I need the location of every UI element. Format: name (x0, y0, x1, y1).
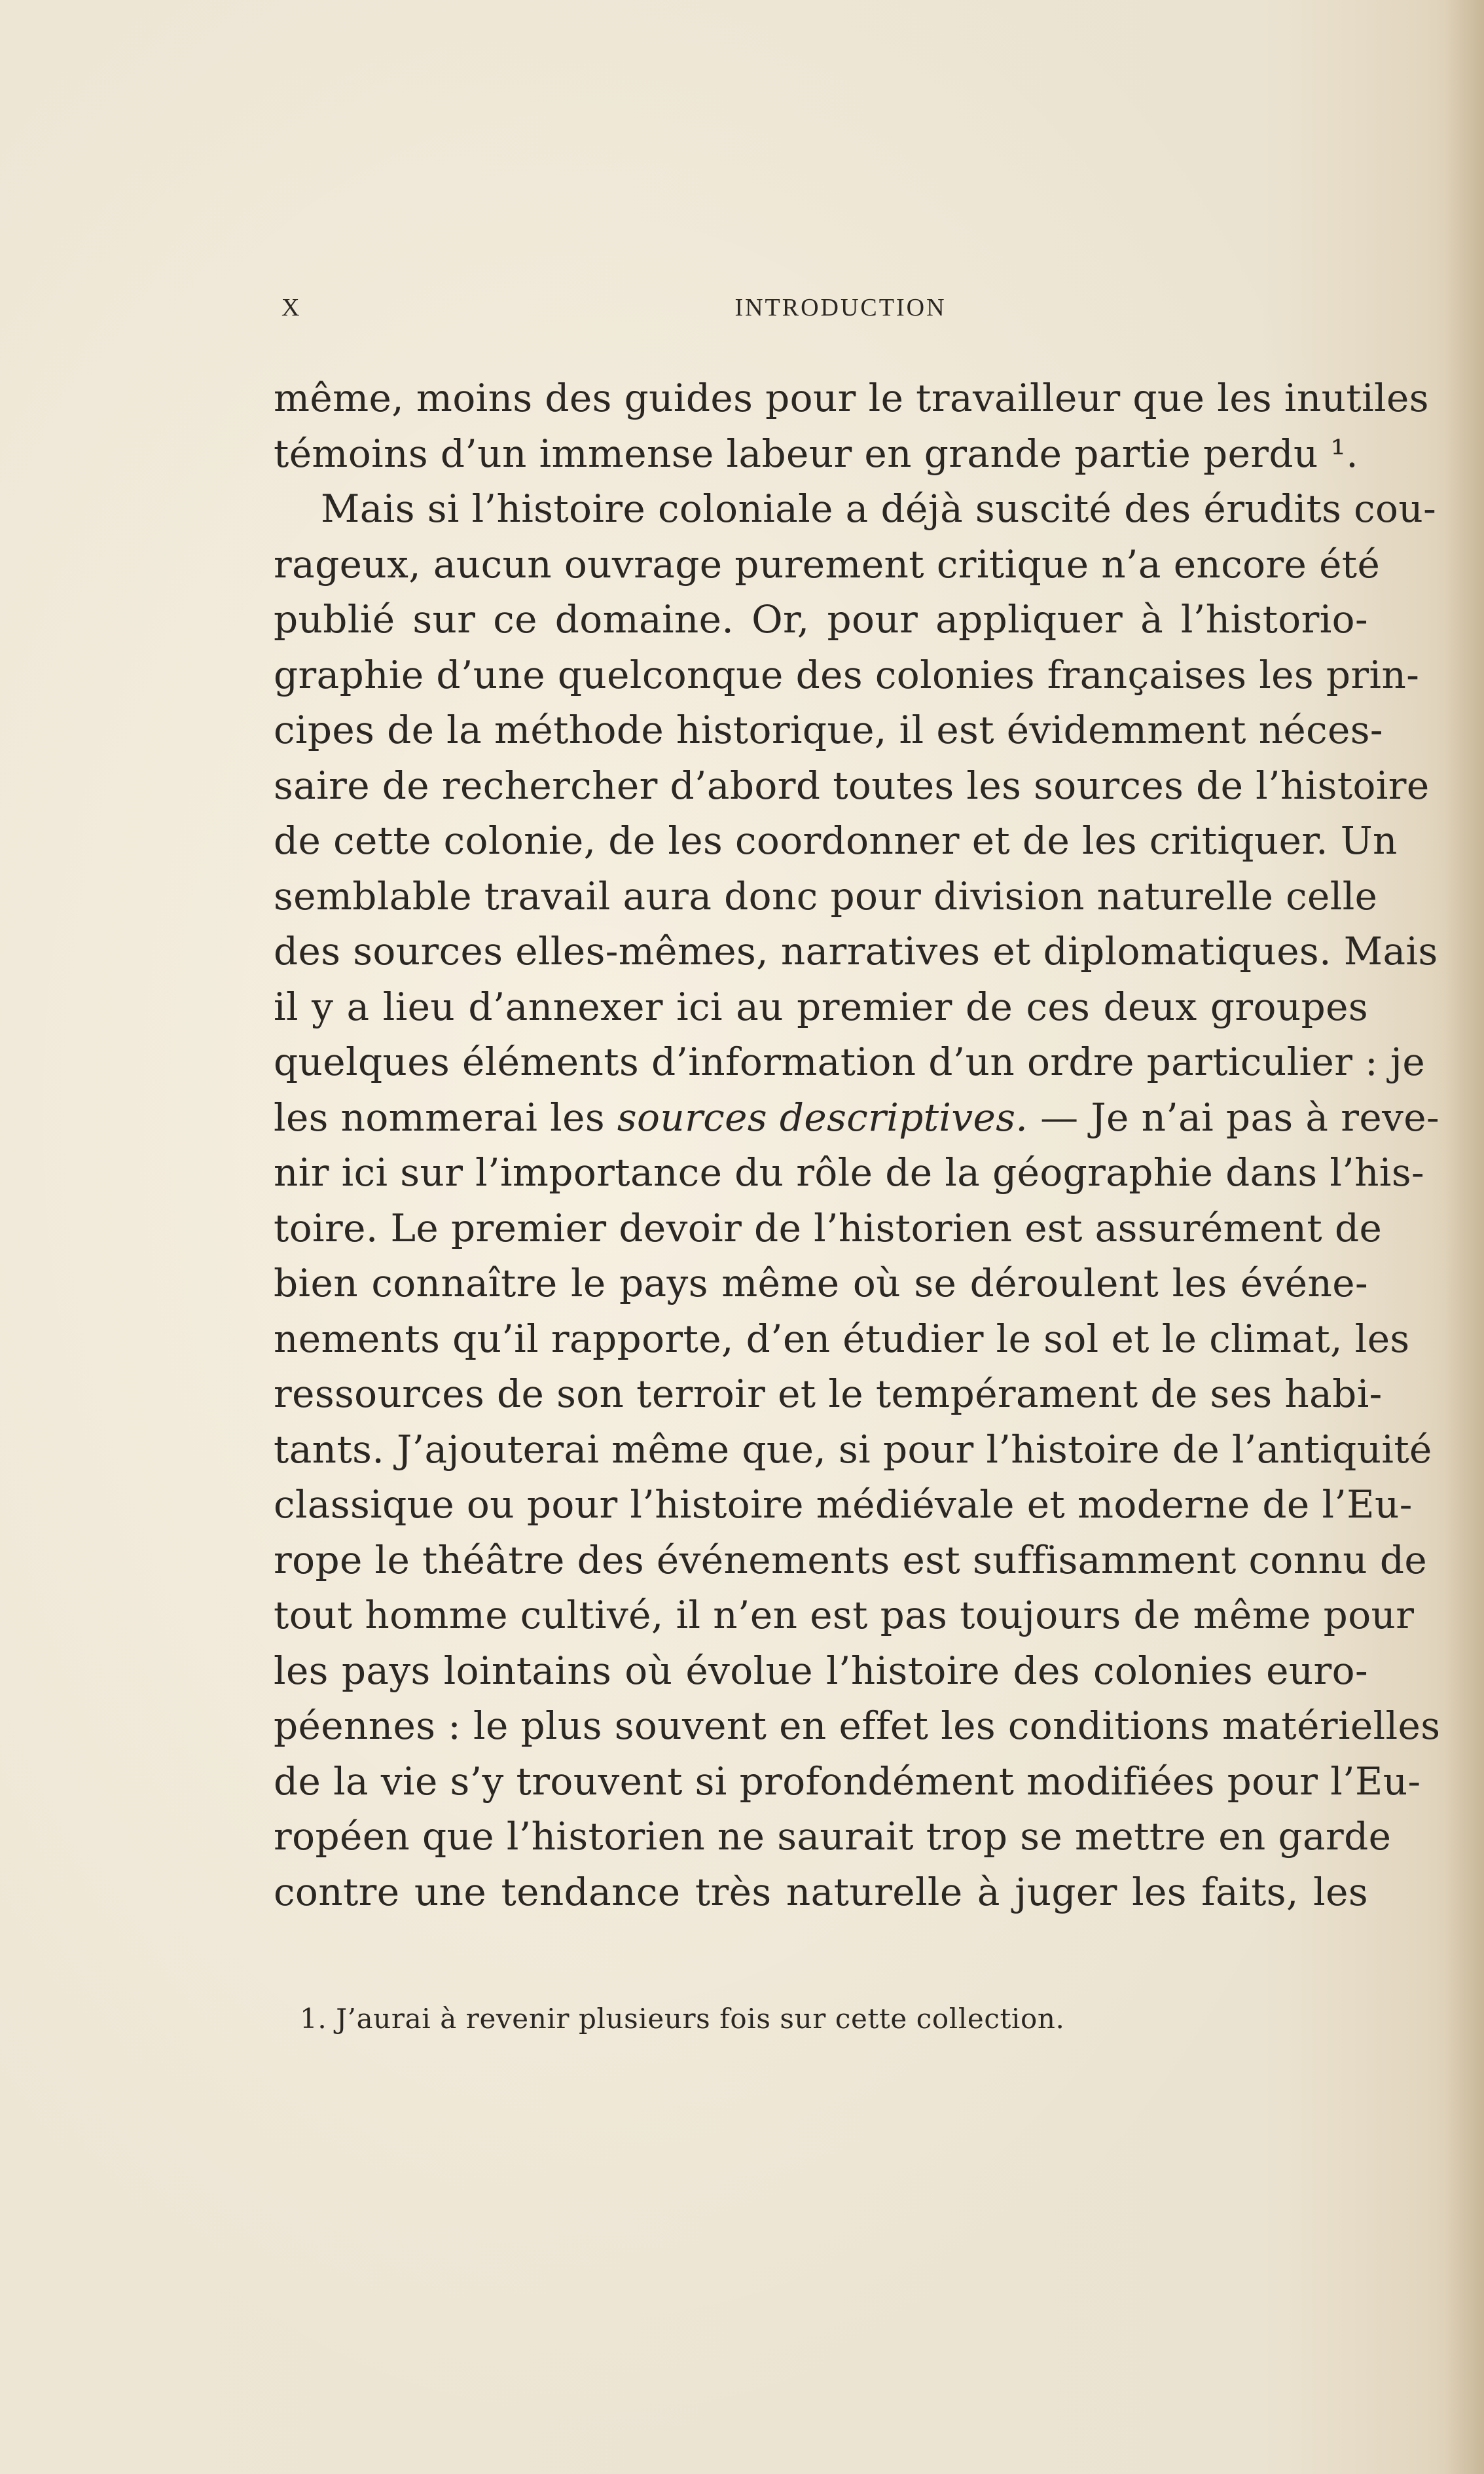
text-line: graphie d’une quelconque des colonies françaises les prin- (274, 652, 1420, 697)
text-segment: — Je n’ai pas à reve- (1028, 1095, 1439, 1140)
body-text (274, 371, 1441, 1919)
text-segment: les nommerai les (274, 1095, 617, 1140)
text-line: quelques éléments d’information d’un ordre particulier : je (274, 1040, 1426, 1084)
text-line: rageux, aucun ouvrage purement critique n’a encore été (274, 541, 1381, 587)
running-head (274, 293, 1368, 333)
text-line: de la vie s’y trouvent si profondément modifiées pour l’Eu- (274, 1758, 1421, 1804)
paragraph-first-line: Mais si l’histoire coloniale a déjà suscité des érudits cou- (321, 486, 1437, 531)
text-line: péennes : le plus souvent en effet les conditions matérielles (274, 1703, 1441, 1748)
text-line-with-italic (274, 1090, 1439, 1146)
text-line: témoins d’un immense labeur en grande partie perdu ¹. (274, 431, 1359, 476)
text-line: semblable travail aura donc pour division naturelle celle (274, 873, 1378, 919)
text-line: toire. Le premier devoir de l’historien est assurément de (274, 1205, 1383, 1250)
page-number: X (281, 294, 302, 321)
text-line: nements qu’il rapporte, d’en étudier le sol et le climat, les (274, 1316, 1410, 1361)
text-line: saire de rechercher d’abord toutes les sources de l’histoire (274, 763, 1430, 808)
footnote: 1. J’aurai à revenir plusieurs fois sur cette collection. (300, 2003, 1065, 2035)
text-line: les pays lointains où évolue l’histoire des colonies euro- (274, 1648, 1368, 1693)
text-line: ressources de son terroir et le tempérament de ses habi- (274, 1372, 1383, 1416)
text-line: de cette colonie, de les coordonner et de les critiquer. Un (274, 818, 1398, 863)
page-edge-shadow (1445, 0, 1484, 2474)
italic-term: sources descriptives. (617, 1095, 1028, 1140)
text-line: même, moins des guides pour le travailleur que les inutiles (274, 376, 1429, 420)
text-line: rope le théâtre des événements est suffisamment connu de (274, 1537, 1428, 1582)
running-title: INTRODUCTION (734, 294, 947, 321)
text-line: tout homme cultivé, il n’en est pas toujours de même pour (274, 1593, 1415, 1637)
text-line: il y a lieu d’annexer ici au premier de ces deux groupes (274, 984, 1368, 1029)
text-line: cipes de la méthode historique, il est évidemment néces- (274, 708, 1383, 752)
text-line: tants. J’ajouterai même que, si pour l’histoire de l’antiquité (274, 1427, 1432, 1472)
text-line: classique ou pour l’histoire médiévale et moderne de l’Eu- (274, 1482, 1413, 1527)
text-line: nir ici sur l’importance du rôle de la géographie dans l’his- (274, 1150, 1424, 1195)
text-line: ropéen que l’historien ne saurait trop se mettre en garde (274, 1814, 1392, 1859)
text-line: contre une tendance très naturelle à juger les faits, les (274, 1869, 1368, 1914)
text-line: des sources elles-mêmes, narratives et diplomatiques. Mais (274, 929, 1438, 973)
text-line: publié sur ce domaine. Or, pour appliquer à l’historio- (274, 597, 1368, 642)
text-line: bien connaître le pays même où se déroulent les événe- (274, 1261, 1368, 1305)
